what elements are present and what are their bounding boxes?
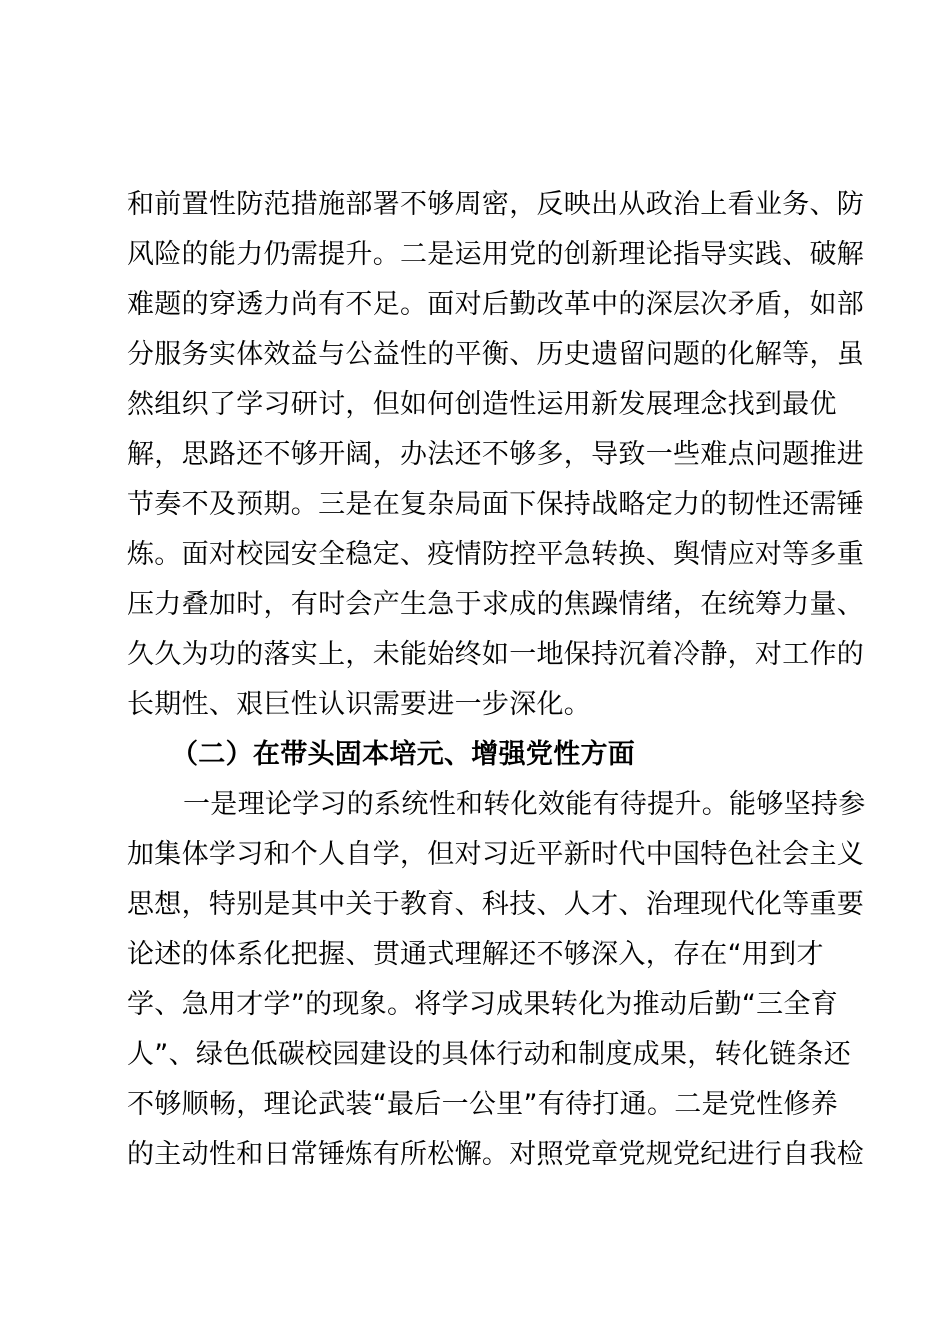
paragraph-line: 学、急用才学”的现象。将学习成果转化为推动后勤“三全育 [127, 989, 839, 1020]
paragraph-line: 风险的能力仍需提升。二是运用党的创新理论指导实践、破解 [127, 239, 865, 270]
section-heading: （二）在带头固本培元、增强党性方面 [171, 739, 636, 770]
paragraph-line: 压力叠加时，有时会产生急于求成的焦躁情绪，在统筹力量、 [127, 589, 865, 620]
paragraph-line: 不够顺畅，理论武装“最后一公里”有待打通。二是党性修养 [127, 1089, 839, 1120]
paragraph-line: 难题的穿透力尚有不足。面对后勤改革中的深层次矛盾，如部 [127, 289, 865, 320]
paragraph-line: 的主动性和日常锤炼有所松懈。对照党章党规党纪进行自我检 [127, 1139, 865, 1170]
paragraph-line: 然组织了学习研讨，但如何创造性运用新发展理念找到最优 [127, 389, 837, 420]
paragraph-line: 和前置性防范措施部署不够周密，反映出从政治上看业务、防 [127, 189, 865, 220]
paragraph-line: 炼。面对校园安全稳定、疫情防控平急转换、舆情应对等多重 [127, 539, 865, 570]
paragraph-line: 长期性、艰巨性认识需要进一步深化。 [127, 689, 592, 720]
paragraph-line: 加集体学习和个人自学，但对习近平新时代中国特色社会主义 [127, 839, 865, 870]
paragraph-line: 论述的体系化把握、贯通式理解还不够深入，存在“用到才 [127, 939, 824, 970]
paragraph-line: 思想，特别是其中关于教育、科技、人才、治理现代化等重要 [127, 889, 865, 920]
paragraph-first-line: 一是理论学习的系统性和转化效能有待提升。能够坚持参 [183, 789, 866, 820]
paragraph-line: 分服务实体效益与公益性的平衡、历史遗留问题的化解等，虽 [127, 339, 865, 370]
paragraph-line: 节奏不及预期。三是在复杂局面下保持战略定力的韧性还需锤 [127, 489, 865, 520]
document-body [127, 180, 866, 1180]
paragraph-line: 解，思路还不够开阔，办法还不够多，导致一些难点问题推进 [127, 439, 865, 470]
paragraph-line: 人”、绿色低碳校园建设的具体行动和制度成果，转化链条还 [127, 1039, 852, 1070]
paragraph-line: 久久为功的落实上，未能始终如一地保持沉着冷静，对工作的 [127, 639, 865, 670]
